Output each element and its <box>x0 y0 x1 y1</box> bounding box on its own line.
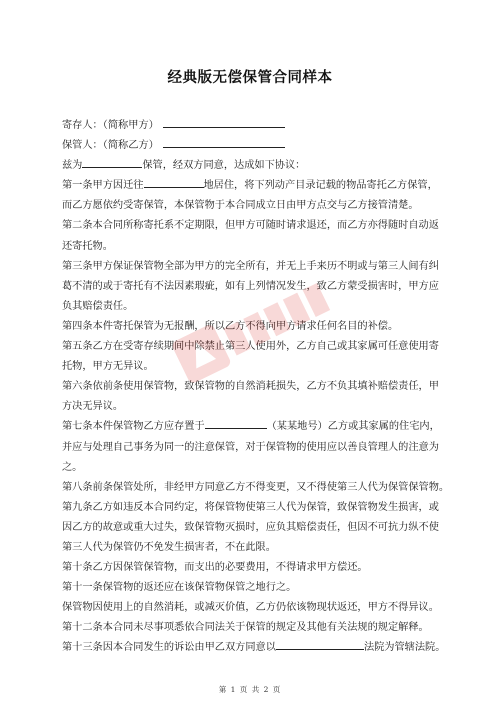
article-10-line-1: 第十条乙方因保管保管物，而支出的必要费用，不得请求甲方偿还。 <box>62 562 368 574</box>
preamble-blank <box>82 156 142 168</box>
article-4-line-1: 第四条本件寄托保管为无报酬，所以乙方不得向甲方请求任何名目的补偿。 <box>62 320 399 332</box>
article-13-blank <box>276 638 364 650</box>
depositor-blank <box>163 116 285 128</box>
page-number: 第 1 页 共 2 页 <box>218 685 282 694</box>
article-11-line-2: 保管物因使用上的自然消耗，或减灭价值，乙方仍依该物现状返还，甲方不得异议。 <box>62 602 439 614</box>
article-9-line-1: 第九条乙方如违反本合同约定，将保管物使第三人代为保管，致保管物发生损害，或 <box>62 501 439 513</box>
preamble-line: 兹为 保管，经双方同意，达成如下协议： <box>62 156 442 176</box>
depositor-line: 寄存人：（简称甲方） <box>62 116 442 136</box>
article-5-line-2: 托物，甲方无异议。 <box>62 361 154 373</box>
article-2-line-1: 第二条本合同所称寄托系不定期限，但甲方可随时请求退还，而乙方亦得随时自动返 <box>62 220 439 232</box>
article-2-line-2: 还寄托物。 <box>62 240 113 252</box>
article-3-line-3: 负其赔偿责任。 <box>62 300 134 312</box>
article-12-line-1: 第十二条本合同未尽事项悉依合同法关于保管的规定及其他有关法规的规定解释。 <box>62 622 429 634</box>
article-9-line-2: 因乙方的故意或重大过失，致保管物灭损时，应负其赔偿责任，但因不可抗力纵不使 <box>62 521 439 533</box>
custodian-blank <box>163 136 285 148</box>
document-title: 经典版无偿保管合同样本 <box>167 70 333 86</box>
article-13-line-1: 第十三条因本合同发生的诉讼由甲乙双方同意以 法院为管辖法院。 <box>62 638 442 658</box>
article-1-blank <box>144 176 204 188</box>
custodian-line: 保管人：（简称乙方） <box>62 136 442 156</box>
article-7-blank <box>205 417 267 429</box>
article-9-line-3: 第三人代为保管仍不免发生损害者，不在此限。 <box>62 541 276 553</box>
article-3-line-1: 第三条甲方保证保管物全部为甲方的完全所有，并无上手来历不明或与第三人间有纠 <box>62 260 439 272</box>
article-8-line-1: 第八条前条保管处所，非经甲方同意乙方不得变更，又不得使第三人代为保管保管物。 <box>62 481 450 493</box>
article-5-line-1: 第五条乙方在受寄存续期间中除禁止第三人使用外，乙方自己或其家属可任意使用寄 <box>62 341 439 353</box>
article-3-line-2: 葛不清的或于寄托有不法因素瑕疵，如有上列情况发生，致乙方蒙受损害时，甲方应 <box>62 280 439 292</box>
article-7-line-2: 并应与处理自己事务为同一的注意保管，对于保管物的使用应以善良管理人的注意为 <box>62 441 439 453</box>
article-7-line-3: 之。 <box>62 461 83 473</box>
article-6-line-1: 第六条依前条使用保管物，致保管物的自然消耗损失，乙方不负其填补赔偿责任，甲 <box>62 381 439 393</box>
contract-body <box>62 116 450 659</box>
article-1-line-1: 第一条甲方因迁往 地居住，将下列动产目录记载的物品寄托乙方保管， <box>62 176 442 196</box>
article-6-line-2: 方决无异议。 <box>62 401 124 413</box>
article-7-line-1: 第七条本件保管物乙方应存置于 （某某地号）乙方或其家属的住宅内， <box>62 417 442 437</box>
article-11-line-1: 第十一条保管物的返还应在该保管物保管之地行之。 <box>62 582 297 594</box>
article-1-line-2: 而乙方愿依约受寄保管，本保管物于本合同成立日由甲方点交与乙方接管清楚。 <box>62 200 419 212</box>
